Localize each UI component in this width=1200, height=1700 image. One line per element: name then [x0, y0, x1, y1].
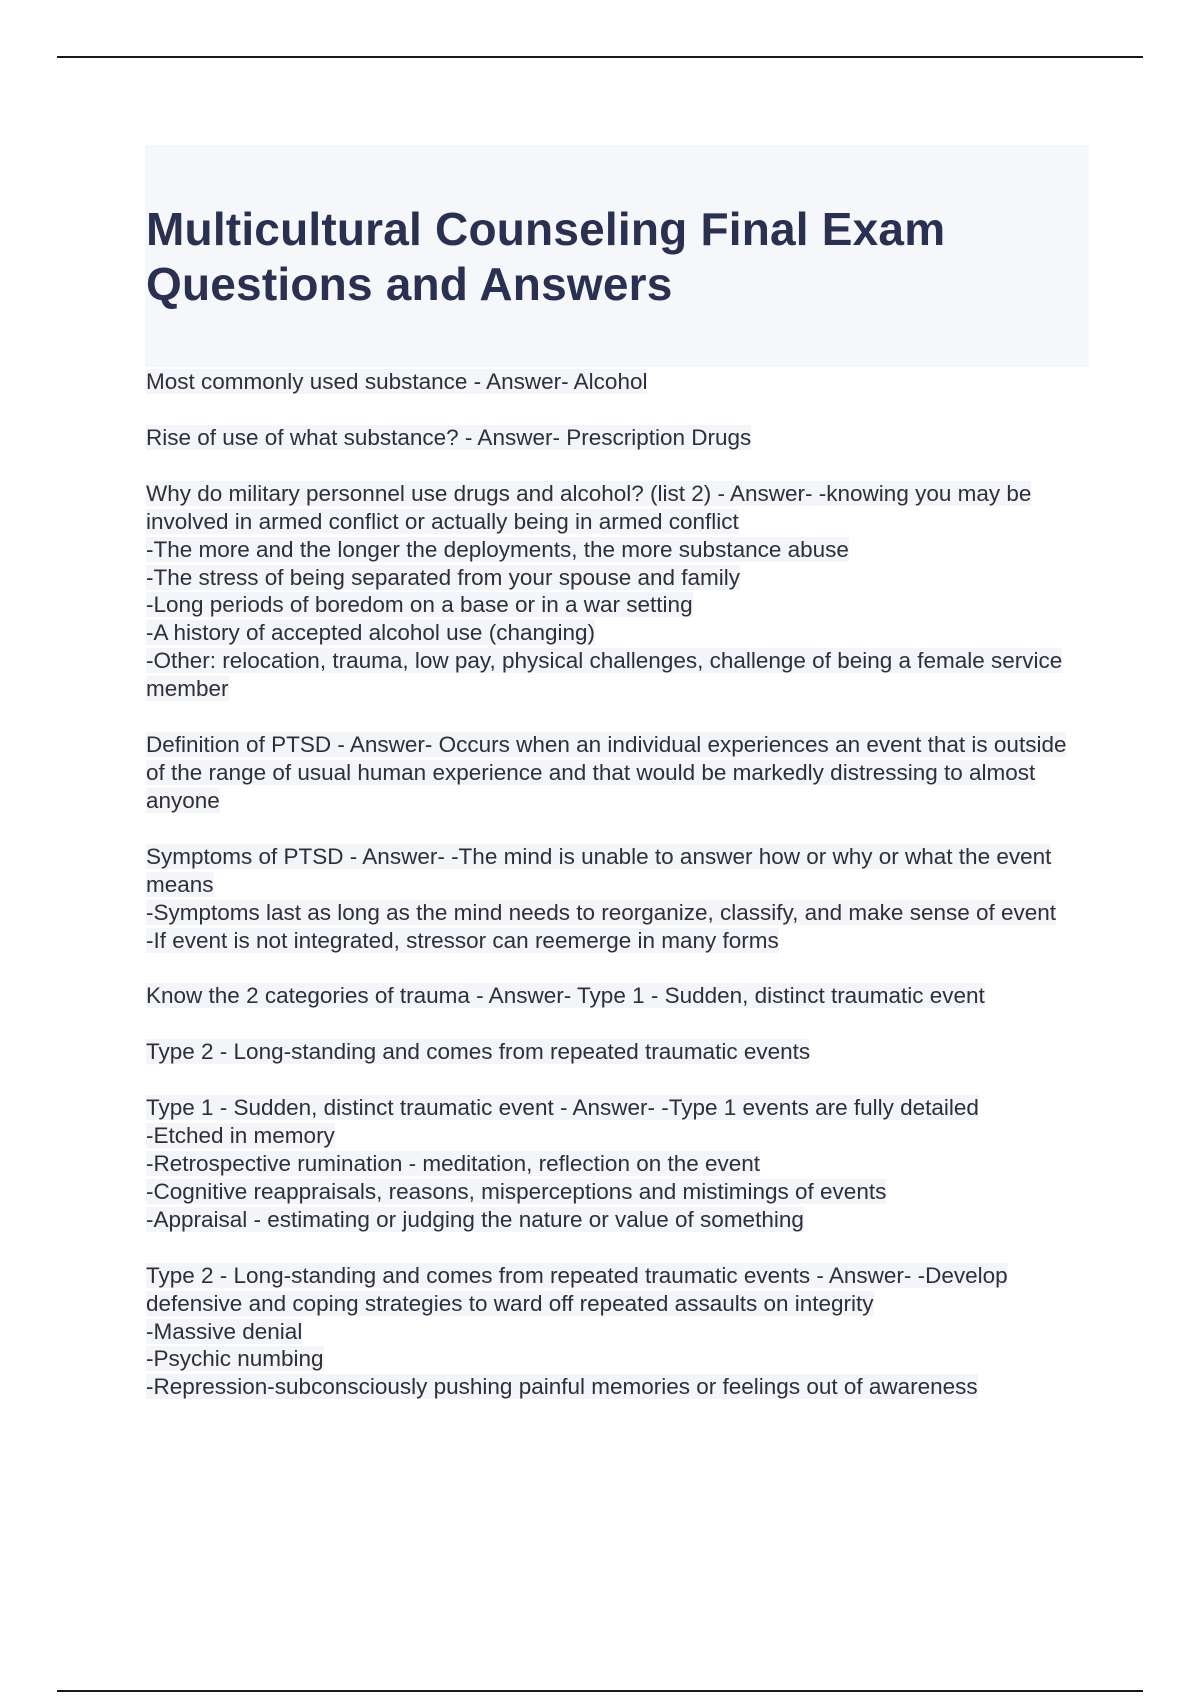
qa-item	[146, 1262, 1086, 1402]
qa-item	[146, 424, 1086, 452]
qa-item	[146, 1094, 1086, 1234]
page-top-rule	[57, 56, 1143, 58]
qa-line: Most commonly used substance - Answer- Alcohol	[146, 369, 648, 394]
qa-line: -Other: relocation, trauma, low pay, physical challenges, challenge of being a female service member	[146, 648, 1063, 702]
qa-line: -Appraisal - estimating or judging the nature or value of something	[146, 1206, 804, 1232]
qa-line: -If event is not integrated, stressor can reemerge in many forms	[146, 927, 779, 953]
qa-line: Type 1 - Sudden, distinct traumatic event - Answer- -Type 1 events are fully detailed	[146, 1095, 979, 1121]
qa-line: -Symptoms last as long as the mind needs to reorganize, classify, and make sense of event	[146, 899, 1057, 925]
qa-line: Rise of use of what substance? - Answer- Prescription Drugs	[146, 424, 752, 450]
qa-line: -Psychic numbing	[146, 1346, 324, 1372]
qa-line: -Long periods of boredom on a base or in a war setting	[146, 592, 693, 618]
qa-item	[146, 368, 1086, 396]
qa-item	[146, 982, 1086, 1010]
qa-line: Symptoms of PTSD - Answer- -The mind is unable to answer how or why or what the event means	[146, 843, 1052, 897]
qa-item	[146, 1038, 1086, 1066]
qa-line: -Repression-subconsciously pushing painful memories or feelings out of awareness	[146, 1374, 978, 1400]
qa-line: Type 2 - Long-standing and comes from repeated traumatic events	[146, 1039, 811, 1065]
qa-item	[146, 843, 1086, 955]
qa-line: -Cognitive reappraisals, reasons, misperceptions and mistimings of events	[146, 1178, 887, 1204]
qa-line: -Etched in memory	[146, 1123, 335, 1149]
qa-line: Why do military personnel use drugs and alcohol? (list 2) - Answer- -knowing you may be involved in armed conflict or actually being in armed conflict	[146, 480, 1032, 534]
qa-line: -A history of accepted alcohol use (changing)	[146, 620, 596, 646]
title-line-2: Questions and Answers	[146, 258, 673, 310]
qa-line: -The more and the longer the deployments, the more substance abuse	[146, 536, 849, 562]
page-bottom-rule	[57, 1690, 1143, 1692]
qa-line: Type 2 - Long-standing and comes from repeated traumatic events - Answer- -Develop defensive and coping strategies to ward off repeated assaults on integrity	[146, 1262, 1008, 1316]
qa-line: Definition of PTSD - Answer- Occurs when an individual experiences an event that is outside of the range of usual human experience and that would be markedly distressing to almost anyone	[146, 732, 1067, 813]
qa-line: -The stress of being separated from your spouse and family	[146, 564, 741, 590]
qa-item	[146, 731, 1086, 815]
document-title	[146, 202, 1076, 312]
qa-line: Know the 2 categories of trauma - Answer- Type 1 - Sudden, distinct traumatic event	[146, 983, 985, 1009]
title-line-1: Multicultural Counseling Final Exam	[146, 203, 946, 255]
qa-list	[146, 368, 1086, 1429]
qa-item	[146, 480, 1086, 703]
qa-line: -Massive denial	[146, 1318, 303, 1344]
qa-line: -Retrospective rumination - meditation, reflection on the event	[146, 1151, 761, 1177]
